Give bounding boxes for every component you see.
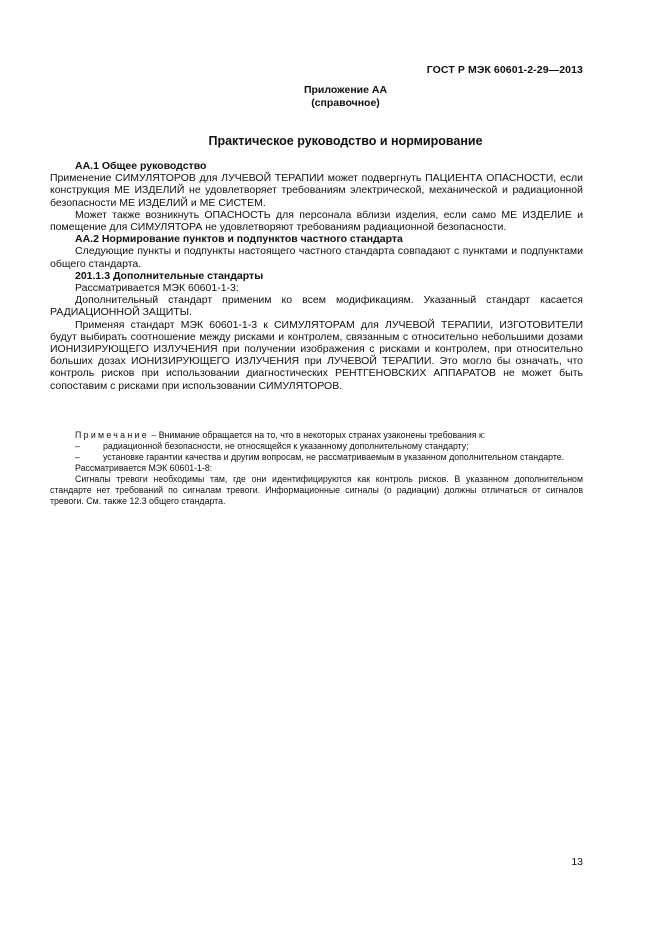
- note-item-1-text: радиационной безопасности, не относящейся к указанному дополнительному стандарту;: [103, 441, 469, 451]
- document-title-text: Практическое руководство и нормирование: [208, 134, 483, 148]
- section-aa2-paragraph-1: Следующие пункты и подпункты настоящего частного стандарта совпадают с пунктами и подпунктами общего стандарта.: [50, 245, 583, 270]
- notes-block: [50, 430, 583, 507]
- note-label: Примечание: [75, 430, 149, 440]
- standard-code: ГОСТ Р МЭК 60601-2-29—2013: [426, 64, 583, 76]
- note-dash-2: –: [75, 452, 80, 462]
- note-paragraph-1: Рассматривается МЭК 60601-1-8:: [75, 463, 213, 473]
- annex-title: Приложение АА: [303, 84, 388, 96]
- section-201-paragraph-2: Дополнительный стандарт применим ко всем модификациям. Указанный стандарт касается РАДИАЦИОННОЙ ЗАЩИТЫ.: [50, 294, 583, 319]
- section-201-paragraph-3: Применяя стандарт МЭК 60601-1-3 к СИМУЛЯТОРАМ для ЛУЧЕВОЙ ТЕРАПИИ, ИЗГОТОВИТЕЛИ будут выбирать соотношение между рисками и контролем, связанным с относительно небольшими дозами ИОНИЗИРУЮЩЕГО ИЗЛУЧЕНИЯ при получении изображения с рисками и контролем, при относительно больших дозах ИОНИЗИРУЮЩЕГО ИЗЛУЧЕНИЯ при ЛУЧЕВОЙ ТЕРАПИИ. Это могло бы означать, что контроль рисков при использовании диагностических РЕНТГЕНОВСКИХ АППАРАТОВ не может быть сопоставим с рисками при использовании СИМУЛЯТОРОВ.: [50, 318, 583, 392]
- page-number: 13: [571, 856, 583, 868]
- annex-heading: [0, 84, 661, 110]
- main-text: [50, 160, 583, 392]
- note-text: – Внимание обращается на то, что в некоторых странах узаконены требования к:: [148, 430, 486, 440]
- section-201-paragraph-1: Рассматривается МЭК 60601-1-3:: [75, 282, 239, 295]
- section-aa1-heading: АА.1 Общее руководство: [75, 160, 207, 172]
- note-item-1: [50, 441, 583, 452]
- note-dash-1: –: [75, 441, 80, 451]
- note-paragraph-2: Сигналы тревоги необходимы там, где они идентифицируются как контроль рисков. В указанном дополнительном стандарте нет требований по сигналам тревоги. Информационные сигналы (о радиации) должны отличаться от сигналов тревоги. См. также 12.3 общего стандарта.: [50, 474, 583, 506]
- annex-subtitle: (справочное): [311, 97, 380, 109]
- section-aa1-paragraph-2: Может также возникнуть ОПАСНОСТЬ для персонала вблизи изделия, если само МЕ ИЗДЕЛИЕ и помещение для СИМУЛЯТОРА не удовлетворяют требованиям радиационной безопасности.: [50, 208, 583, 234]
- section-201-heading: 201.1.3 Дополнительные стандарты: [75, 269, 264, 282]
- note-item-2: [50, 452, 583, 463]
- section-aa1-paragraph-1: Применение СИМУЛЯТОРОВ для ЛУЧЕВОЙ ТЕРАПИИ может подвергнуть ПАЦИЕНТА ОПАСНОСТИ, если конструкция МЕ ИЗДЕЛИЙ не удовлетворяет требованиям электрической, механической и радиационной безопасности МЕ ИЗДЕЛИЙ и МЕ СИСТЕМ.: [50, 172, 583, 209]
- note-intro: [50, 430, 583, 441]
- section-aa2-heading: АА.2 Нормирование пунктов и подпунктов частного стандарта: [75, 233, 403, 246]
- note-item-2-text: установке гарантии качества и другим вопросам, не рассматриваемым в указанном дополнительном стандарте.: [103, 452, 565, 462]
- document-title: [0, 134, 661, 148]
